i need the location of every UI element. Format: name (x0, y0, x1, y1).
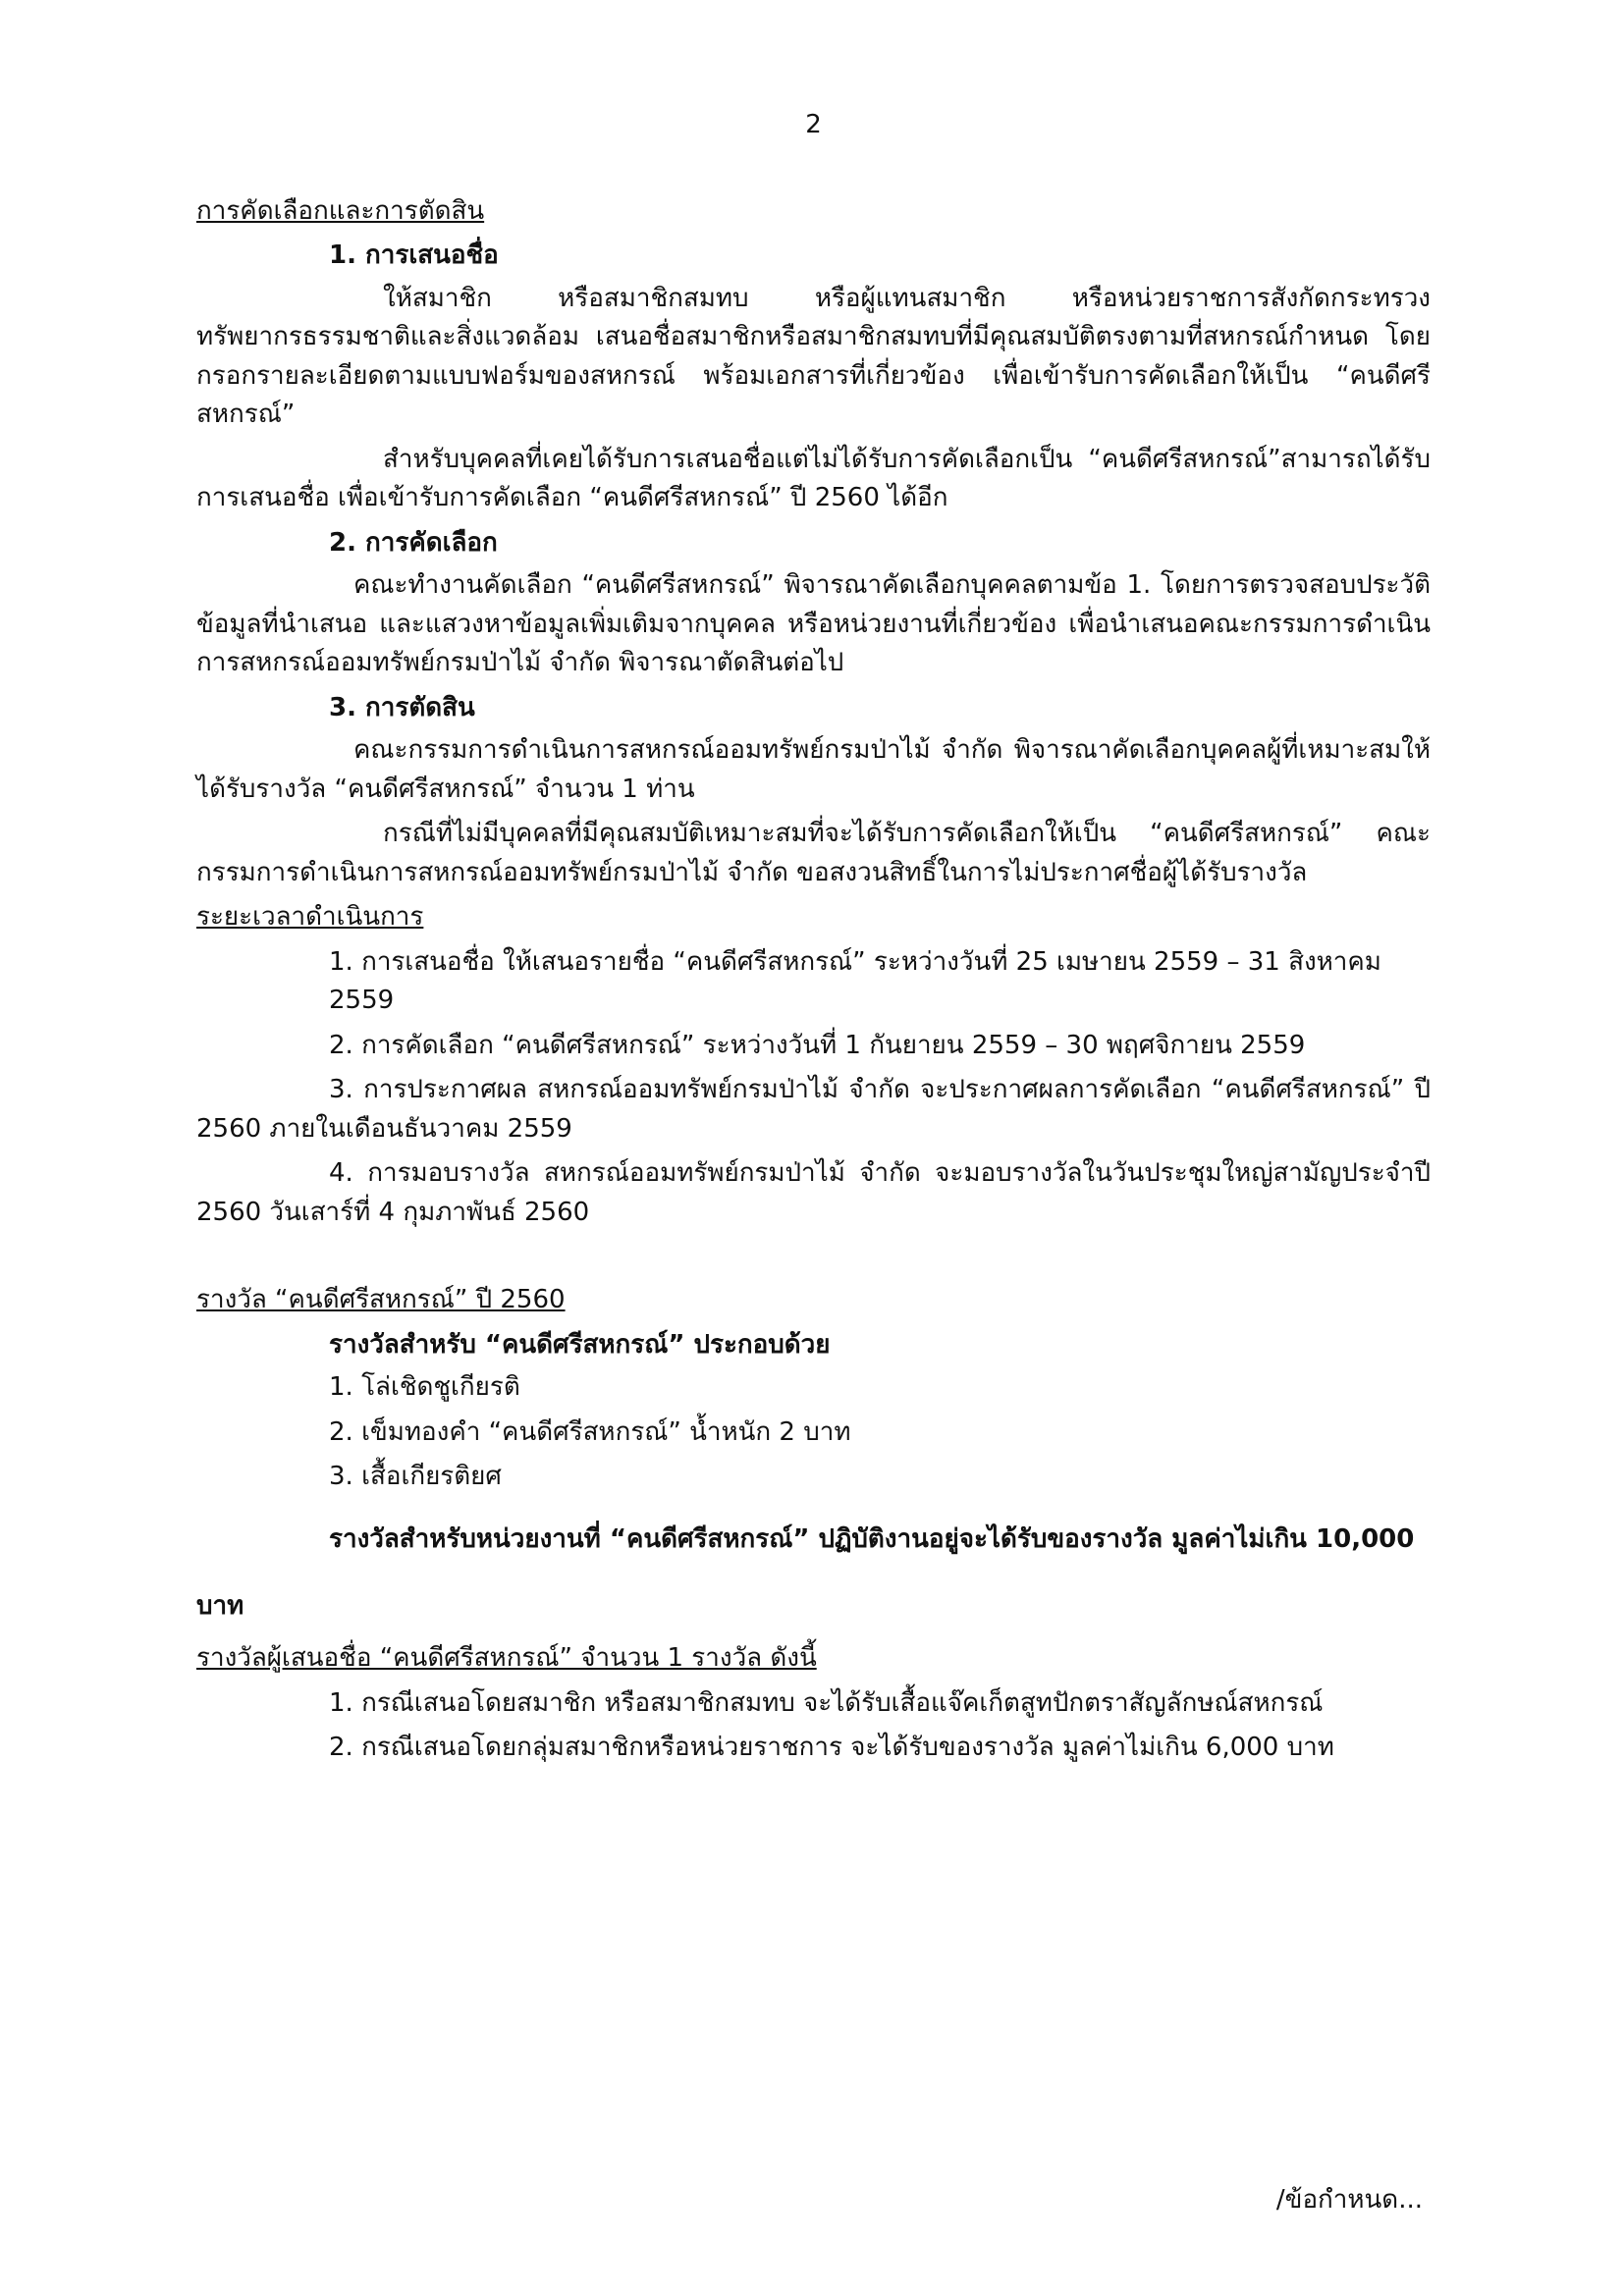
paragraph-selection: คณะทำงานคัดเลือก “คนดีศรีสหกรณ์” พิจารณาคัดเลือกบุคคลตามข้อ 1. โดยการตรวจสอบประวัติ ข้อมูลที่นำเสนอ และแสวงหาข้อมูลเพิ่มเติมจากบุคคล หรือหน่วยงานที่เกี่ยวข้อง เพื่อนำเสนอคณะกรรมการดำเนินการสหกรณ์ออมทรัพย์กรมป่าไม้ จำกัด พิจารณาตัดสินต่อไป (196, 570, 1431, 678)
page-number: 2 (805, 110, 822, 139)
section-title-timeline: ระยะเวลาดำเนินการ (196, 902, 424, 933)
timeline-item: 4. การมอบรางวัล สหกรณ์ออมทรัพย์กรมป่าไม้ จำกัด จะมอบรางวัลในวันประชุมใหญ่สามัญประจำปี 2560 วันเสาร์ที่ 4 กุมภาพันธ์ 2560 (196, 1158, 1431, 1227)
timeline-item: 2. การคัดเลือก “คนดีศรีสหกรณ์” ระหว่างวันที่ 1 กันยายน 2559 – 30 พฤศจิกายน 2559 (329, 1030, 1306, 1060)
paragraph-nomination-1: ให้สมาชิก หรือสมาชิกสมทบ หรือผู้แทนสมาชิก หรือหน่วยราชการสังกัดกระทรวงทรัพยากรธรรมชาติและสิ่งแวดล้อม เสนอชื่อสมาชิกหรือสมาชิกสมทบที่มีคุณสมบัติตรงตามที่สหกรณ์กำหนด โดยกรอกรายละเอียดตามแบบฟอร์มของสหกรณ์ พร้อมเอกสารที่เกี่ยวข้อง เพื่อเข้ารับการคัดเลือกให้เป็น “คนดีศรีสหกรณ์” (196, 283, 1431, 430)
section-title-nominator-award: รางวัลผู้เสนอชื่อ “คนดีศรีสหกรณ์” จำนวน 1 รางวัล ดังนี้ (196, 1643, 817, 1674)
award-item: 3. เสื้อเกียรติยศ (329, 1462, 502, 1492)
paragraph-nomination-2: สำหรับบุคคลที่เคยได้รับการเสนอชื่อแต่ไม่ได้รับการคัดเลือกเป็น “คนดีศรีสหกรณ์”สามารถได้รับการเสนอชื่อ เพื่อเข้ารับการคัดเลือก “คนดีศรีสหกรณ์” ปี 2560 ได้อีก (196, 444, 1431, 513)
nominator-award-item: 1. กรณีเสนอโดยสมาชิก หรือสมาชิกสมทบ จะได้รับเสื้อแจ๊คเก็ตสูทปักตราสัญลักษณ์สหกรณ์ (329, 1687, 1324, 1718)
nominator-award-item: 2. กรณีเสนอโดยกลุ่มสมาชิกหรือหน่วยราชการ จะได้รับของรางวัล มูลค่าไม่เกิน 6,000 บาท (329, 1733, 1334, 1763)
timeline-item: 1. การเสนอชื่อ ให้เสนอรายชื่อ “คนดีศรีสหกรณ์” ระหว่างวันที่ 25 เมษายน 2559 – 31 สิงหาคม 2559 (329, 946, 1381, 1016)
paragraph-judgement-2: กรณีที่ไม่มีบุคคลที่มีคุณสมบัติเหมาะสมที่จะได้รับการคัดเลือกให้เป็น “คนดีศรีสหกรณ์” คณะกรรมการดำเนินการสหกรณ์ออมทรัพย์กรมป่าไม้ จำกัด ขอสงวนสิทธิ์ในการไม่ประกาศชื่อผู้ได้รับรางวัล (196, 819, 1431, 887)
subheading-award-list: รางวัลสำหรับ “คนดีศรีสหกรณ์” ประกอบด้วย (329, 1329, 831, 1360)
subheading-nomination: 1. การเสนอชื่อ (329, 240, 499, 271)
next-page-reference: /ข้อกำหนด... (1275, 2185, 1423, 2215)
paragraph-judgement-1: คณะกรรมการดำเนินการสหกรณ์ออมทรัพย์กรมป่าไม้ จำกัด พิจารณาคัดเลือกบุคคลผู้ที่เหมาะสมให้ได้รับรางวัล “คนดีศรีสหกรณ์” จำนวน 1 ท่าน (196, 735, 1431, 804)
subheading-selection: 2. การคัดเลือก (329, 527, 498, 558)
subheading-judgement: 3. การตัดสิน (329, 692, 475, 722)
section-title-awards: รางวัล “คนดีศรีสหกรณ์” ปี 2560 (196, 1285, 566, 1315)
unit-award-paragraph: รางวัลสำหรับหน่วยงานที่ “คนดีศรีสหกรณ์” ปฏิบัติงานอยู่จะได้รับของรางวัล มูลค่าไม่เกิน 10,000 บาท (196, 1523, 1415, 1621)
award-item: 2. เข็มทองคำ “คนดีศรีสหกรณ์” น้ำหนัก 2 บาท (329, 1416, 851, 1447)
timeline-item: 3. การประกาศผล สหกรณ์ออมทรัพย์กรมป่าไม้ จำกัด จะประกาศผลการคัดเลือก “คนดีศรีสหกรณ์” ปี 2560 ภายในเดือนธันวาคม 2559 (196, 1075, 1431, 1144)
award-item: 1. โล่เชิดชูเกียรติ (329, 1372, 520, 1403)
spacer (196, 1238, 1431, 1281)
section-title-selection: การคัดเลือกและการตัดสิน (196, 195, 485, 226)
